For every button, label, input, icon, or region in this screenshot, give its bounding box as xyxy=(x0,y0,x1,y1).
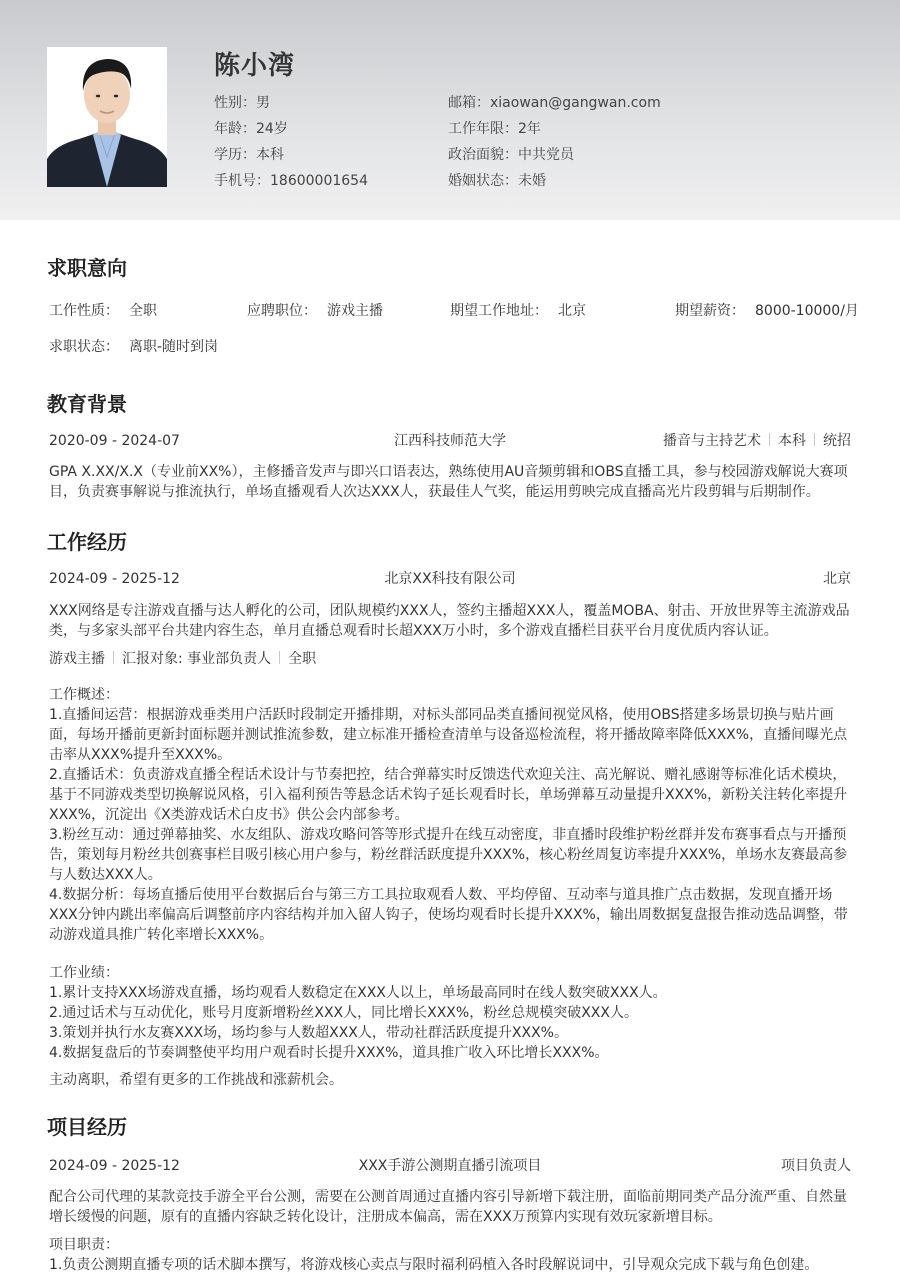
person-name: 陈小湾 xyxy=(214,51,296,81)
age-field: 年龄 ： 24岁 xyxy=(214,119,288,139)
work-role: 游戏主播 xyxy=(49,651,105,667)
work-achievements: 工作业绩： 1.累计支持XXX场游戏直播，场均观看人数稳定在XXX人以上，单场最高同时在线人数突破XXX人。 2.通过话术与互动优化，账号月度新增粉丝XXX人，同比增长XXX%，粉丝总规模突破XXX人。 3.策划并执行水友赛XXX场，场均参与人数超XXX人，带动社群活跃度提升XXX%。 4.数据复盘后的节奏调整使平均用户观看时长提升XXX%，道具推广收入环比增长XXX%。 xyxy=(49,965,667,1061)
education-field: 学历 ： 本科 xyxy=(214,145,284,165)
education-description: GPA X.XX/X.X（专业前XX%），主修播音发声与即兴口语表达，熟练使用AU音频剪辑和OBS直播工具，参与校园游戏解说大赛项 目，负责赛事解说与推流执行，单场直播观看人次达XXX人，获最佳人气奖，能运用剪映完成直播高光片段剪辑与后期制作。 xyxy=(49,464,848,500)
education-period: 2020-09 - 2024-07 xyxy=(49,433,180,449)
education-major: 播音与主持艺术 xyxy=(663,433,761,449)
intent-position: 应聘职位 ： 游戏主播 xyxy=(247,301,383,321)
divider xyxy=(769,433,770,446)
work-type: 全职 xyxy=(288,651,317,667)
profile-header xyxy=(0,0,900,220)
work-header-row xyxy=(49,569,851,589)
company-intro: XXX网络是专注游戏直播与达人孵化的公司，团队规模约XXX人，签约主播超XXX人，覆盖MOBA、射击、开放世界等主流游戏品 类，与多家头部平台共建内容生态，单月直播总观看时长超XXX万小时，多个游戏直播栏目获平台月度优质内容认证。 xyxy=(49,603,850,639)
project-period: 2024-09 - 2025-12 xyxy=(49,1158,180,1174)
avatar-photo xyxy=(47,47,167,187)
work-city: 北京 xyxy=(823,571,851,587)
political-field: 政治面貌 ： 中共党员 xyxy=(448,145,574,165)
work-role-row xyxy=(49,649,851,669)
education-meta xyxy=(663,431,851,451)
section-title-work: 工作经历 xyxy=(47,530,127,554)
leave-reason: 主动离职，希望有更多的工作挑战和涨薪机会。 xyxy=(49,1072,343,1088)
phone-field: 手机号 ： 18600001654 xyxy=(214,171,368,191)
section-title-intent: 求职意向 xyxy=(47,256,127,280)
intent-nature: 工作性质 ： 全职 xyxy=(49,301,157,321)
section-title-project: 项目经历 xyxy=(47,1115,127,1139)
education-header-row xyxy=(49,431,851,451)
marital-field: 婚姻状态 ： 未婚 xyxy=(448,171,546,191)
email-field: 邮箱 ： xiaowan@gangwan.com xyxy=(448,93,661,113)
project-description: 配合公司代理的某款竞技手游全平台公测，需要在公测首周通过直播内容引导新增下载注册，面临前期同类产品分流严重、自然量 增长缓慢的问题，原有的直播内容缺乏转化设计，注册成本偏高，需在XXX万预算内实现有效玩家新增目标。 xyxy=(49,1189,847,1225)
person-photo-icon xyxy=(47,47,167,187)
education-degree: 本科 xyxy=(778,433,806,449)
work-report: 汇报对象: 事业部负责人 xyxy=(122,651,272,667)
project-name: XXX手游公测期直播引流项目 xyxy=(358,1158,542,1174)
education-school: 江西科技师范大学 xyxy=(394,433,506,449)
divider xyxy=(113,651,114,664)
project-header-row xyxy=(49,1156,851,1176)
project-duties: 项目职责： 1.负责公测期直播专项的话术脚本撰写，将游戏核心卖点与限时福利码植入各时段解说词中，引导观众完成下载与角色创建。 xyxy=(49,1237,819,1273)
intent-location: 期望工作地址 ： 北京 xyxy=(450,301,586,321)
years-field: 工作年限 ： 2年 xyxy=(448,119,541,139)
gender-field: 性别 ： 男 xyxy=(214,93,270,113)
work-summary: 工作概述： 1.直播间运营：根据游戏垂类用户活跃时段制定开播排期，对标头部同品类直播间视觉风格，使用OBS搭建多场景切换与贴片画 面，每场开播前更新封面标题并测试推流参数，建立标准开播检查清单与设备巡检流程，将开播故障率降低XXX%，直播间曝光点 击率从XXX%提升至XXX%。 2.直播话术：负责游戏直播全程话术设计与节奏把控，结合弹幕实时反馈迭代欢迎关注、高光解说、赠礼感谢等标准化话术模块， 基于不同游戏类型切换解说风格，引入福利预告等悬念话术钩子延长观看时长，单场弹幕互动量提升XXX%，新粉关注转化率提升 XXX%，沉淀出《X类游戏话术白皮书》供公会内部参考。 3.粉丝互动：通过弹幕抽奖、水友组队、游戏攻略问答等形式提升在线互动密度，非直播时段维护粉丝群并发布赛事看点与开播预 告，策划每月粉丝共创赛事栏目吸引核心用户参与，粉丝群活跃度提升XXX%，核心粉丝周复访率提升XXX%，单场水友赛最高参 与人数达XXX人。 4.数据分析：每场直播后使用平台数据后台与第三方工具拉取观看人数、平均停留、互动率与道具推广点击数据，发现直播开场 XXX分钟内跳出率偏高后调整前序内容结构并加入留人钩子，使场均观看时长提升XXX%，输出周数据复盘报告推动选品调整，带 动游戏道具推广转化率增长XXX%。 xyxy=(49,687,848,943)
divider xyxy=(279,651,280,664)
education-enroll: 统招 xyxy=(823,433,851,449)
project-role: 项目负责人 xyxy=(781,1158,851,1174)
section-title-education: 教育背景 xyxy=(47,392,127,416)
work-period: 2024-09 - 2025-12 xyxy=(49,571,180,587)
intent-salary: 期望薪资 ： 8000-10000/月 xyxy=(675,301,859,321)
divider xyxy=(814,433,815,446)
intent-status: 求职状态 ： 离职-随时到岗 xyxy=(49,337,218,357)
work-company: 北京XX科技有限公司 xyxy=(384,571,516,587)
